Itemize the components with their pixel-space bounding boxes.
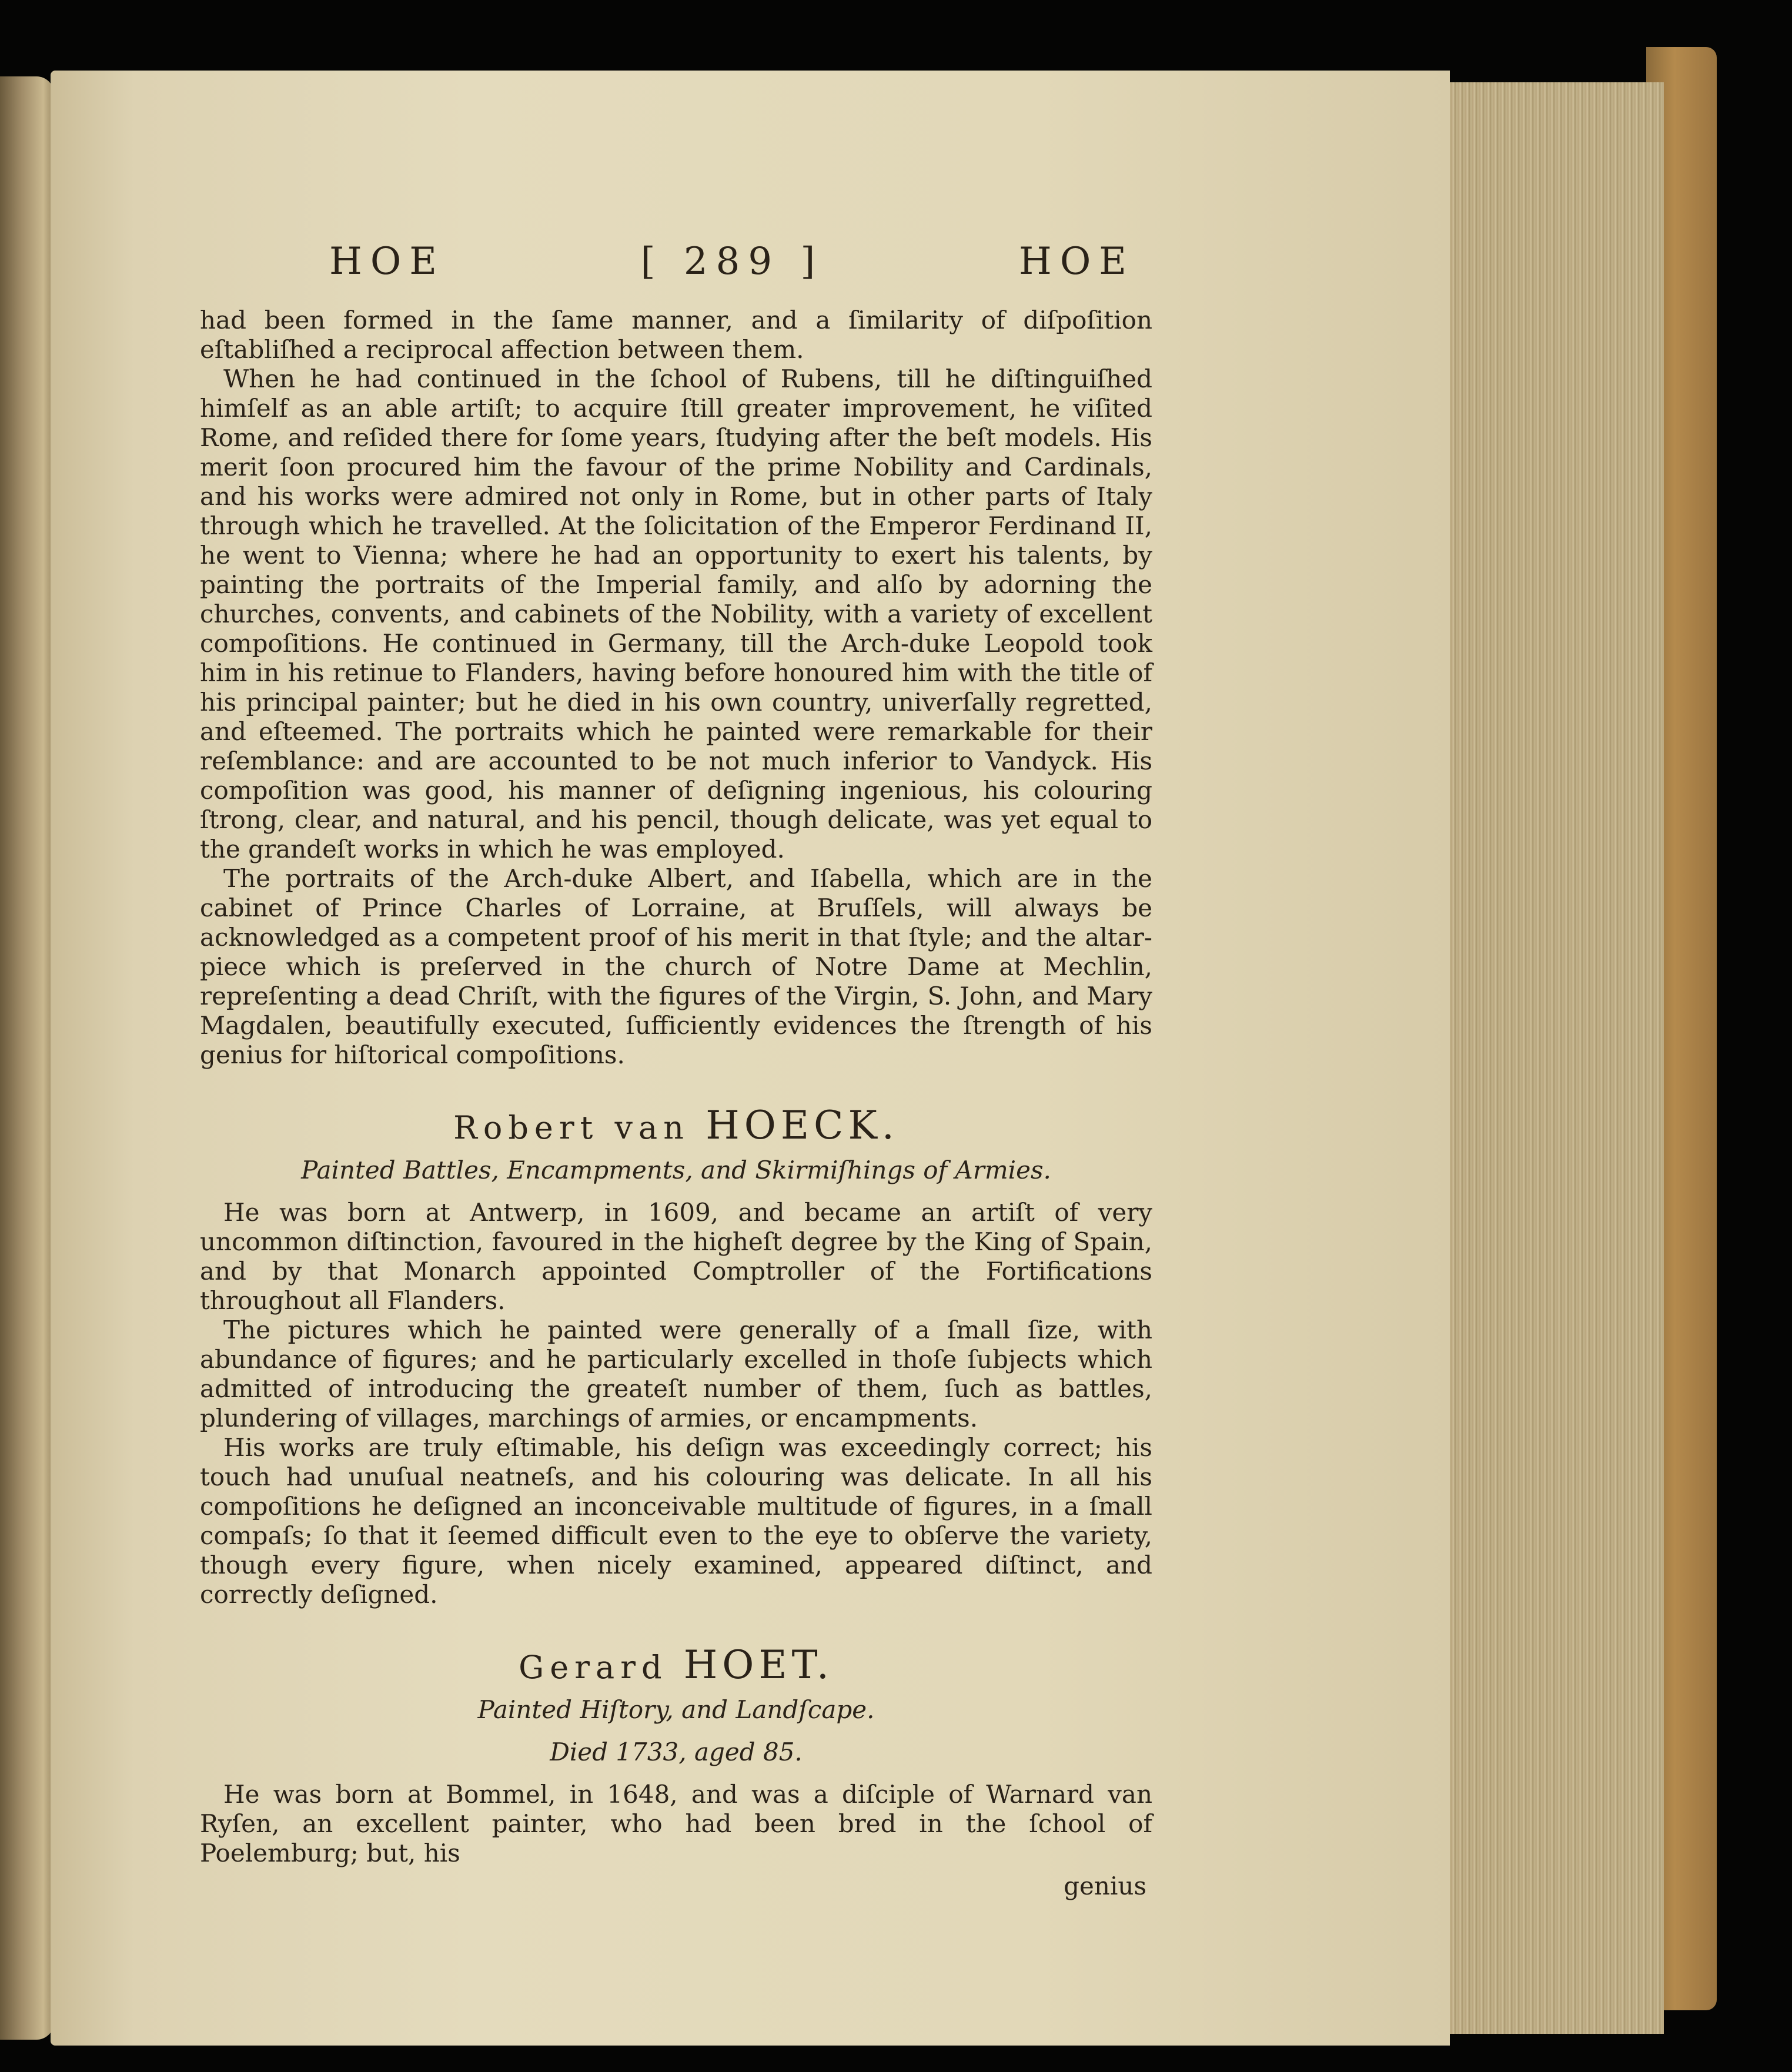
paragraph: He was born at Antwerp, in 1609, and became an artiſt of very uncommon diſtinction, favoured in the higheſt degree by the King of Spain, and by that Monarch appointed Comptroller of the Fortifications throughout all Flanders. bbox=[200, 1198, 1152, 1315]
catchword: genius bbox=[1064, 1872, 1146, 1900]
entry-dates: Died 1733, aged 85. bbox=[550, 1738, 803, 1766]
paragraph: He was born at Bommel, in 1648, and was a diſciple of Warnard van Ryſen, an excellent painter, who had been bred in the ſchool of Poelemburg; but, his bbox=[200, 1780, 1152, 1867]
page-number: [ 289 ] bbox=[640, 240, 824, 283]
entry-surname: HOECK. bbox=[706, 1103, 899, 1148]
paragraph-continued: had been formed in the ſame manner, and a ſimilarity of diſpoſition eſtabliſhed a reciprocal affection between them. bbox=[200, 306, 1152, 364]
running-head-right: HOE bbox=[1019, 240, 1135, 283]
paragraph: When he had continued in the ſchool of Rubens, till he diſtinguiſhed himſelf as an able artiſt; to acquire ſtill greater improvement, he viſited Rome, and reſided there for ſome years, ſtudying after the beſt models. His merit ſoon procured him the favour of the prime Nobility and Cardinals, and his works were admired not only in Rome, but in other parts of Italy through which he travelled. At the ſolicitation of the Emperor Ferdinand II, he went to Vienna; where he had an opportunity to exert his talents, by painting the portraits of the Imperial family, and alſo by adorning the churches, convents, and cabinets of the Nobility, with a variety of excellent compoſitions. He continued in Germany, till the Arch-duke Leopold took him in his retinue to Flanders, having before honoured him with the title of his principal painter; but he died in his own country, univerſally regretted, and eſteemed. The portraits which he painted were remarkable for their reſemblance: and are accounted to be not much inferior to Vandyck. His compoſition was good, his manner of deſigning ingenious, his colouring ſtrong, clear, and natural, and his pencil, though delicate, was yet equal to the grandeſt works in which he was employed. bbox=[200, 364, 1152, 863]
entry-subtitle: Painted Hiſtory, and Landſcape. bbox=[477, 1695, 875, 1724]
page-text bbox=[200, 235, 1152, 1901]
entry-subtitle: Painted Battles, Encampments, and Skirmiſhings of Armies. bbox=[301, 1156, 1051, 1184]
entry-surname: HOET. bbox=[683, 1642, 834, 1688]
page-block-fore-edge bbox=[1429, 82, 1664, 2034]
paragraph: His works are truly eſtimable, his deſign was exceedingly correct; his touch had unuſual neatneſs, and his colouring was delicate. In all his compoſitions he deſigned an inconceivable multitude of figures, in a ſmall compaſs; ſo that it ſeemed difficult even to the eye to obſerve the variety, though every figure, when nicely examined, appeared diſtinct, and correctly deſigned. bbox=[200, 1433, 1152, 1609]
entry-given-name: Robert van bbox=[453, 1109, 690, 1146]
running-head bbox=[329, 235, 1135, 288]
facing-page-edge bbox=[0, 76, 54, 2040]
entry-heading-hoeck bbox=[200, 1103, 1152, 1148]
paragraph: The pictures which he painted were generally of a ſmall ſize, with abundance of figures; and he particularly excelled in thoſe ſubjects which admitted of introducing the greateſt number of them, ſuch as battles, plundering of villages, marchings of armies, or encampments. bbox=[200, 1315, 1152, 1432]
paragraph: The portraits of the Arch-duke Albert, and Iſabella, which are in the cabinet of Prince Charles of Lorraine, at Bruſſels, will always be acknowledged as a competent proof of his merit in that ſtyle; and the altar-piece which is preſerved in the church of Notre Dame at Mechlin, repreſenting a dead Chriſt, with the figures of the Virgin, S. John, and Mary Magdalen, beautifully executed, ſufficiently evidences the ſtrength of his genius for hiſtorical compoſitions. bbox=[200, 864, 1152, 1069]
running-head-left: HOE bbox=[329, 240, 445, 283]
entry-given-name: Gerard bbox=[519, 1649, 668, 1686]
entry-heading-hoet bbox=[200, 1642, 1152, 1688]
